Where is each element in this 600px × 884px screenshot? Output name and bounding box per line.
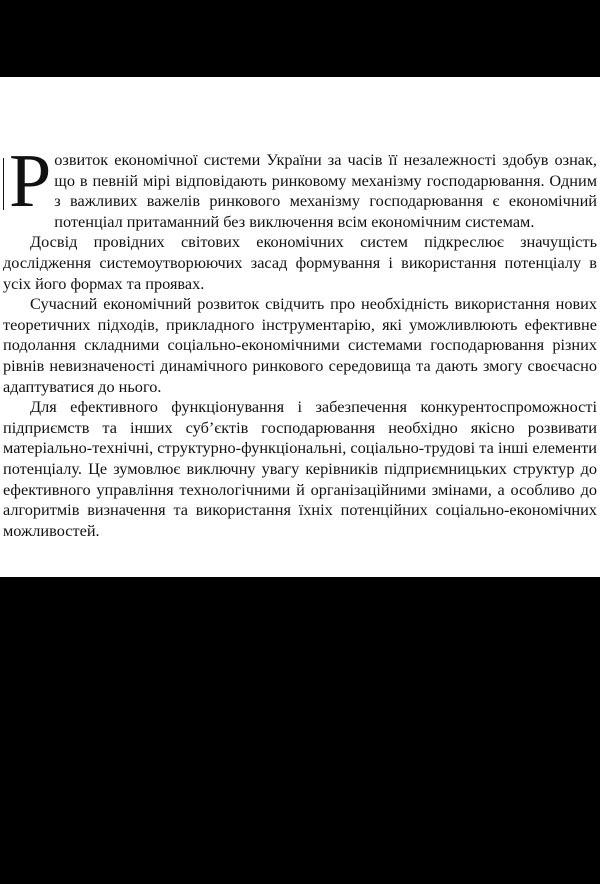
document-text — [3, 139, 597, 541]
paragraph-1 — [3, 139, 597, 232]
paragraph-2: Досвід провідних світових економічних систем підкреслює значущість дослідження системоутворюючих засад формування і використання потенціалу в усіх його формах та проявах. — [3, 232, 597, 293]
drop-cap-rule — [3, 158, 4, 210]
page-area — [0, 77, 600, 577]
drop-cap-container — [3, 139, 52, 223]
paragraph-4: Для ефективного функціонування і забезпечення конкурентоспроможності підприємств та інших суб’єктів господарювання необхідно якісно розвивати матеріально-технічні, структурно-функціональні, соціально-трудові та інші елементи потенціалу. Це зумовлює виключну увагу керівників підприємницьких структур до ефективного управління технологічними й організаційними змінами, а особливо до алгоритмів визначення та використання їхніх потенційних соціально-економічних можливостей. — [3, 397, 597, 540]
paragraph-1-text: озвиток економічної системи України за часів її незалежності здобув ознак, що в певній мірі відповідають ринковому механізму господарювання. Одним з важливих важелів ринкового механізму господарювання є економічний потенціал притаманний без виключення всім економічним системам. — [54, 150, 597, 231]
paragraph-3: Сучасний економічний розвиток свідчить про необхідність використання нових теоретичних підходів, прикладного інструментарію, які уможливлюють ефективне подолання складними соціально-економічними системами господарювання різних рівнів невизначеності динамічного ринкового середовища та дають змогу своєчасно адаптуватися до нього. — [3, 294, 597, 396]
drop-cap: Р — [9, 139, 52, 223]
